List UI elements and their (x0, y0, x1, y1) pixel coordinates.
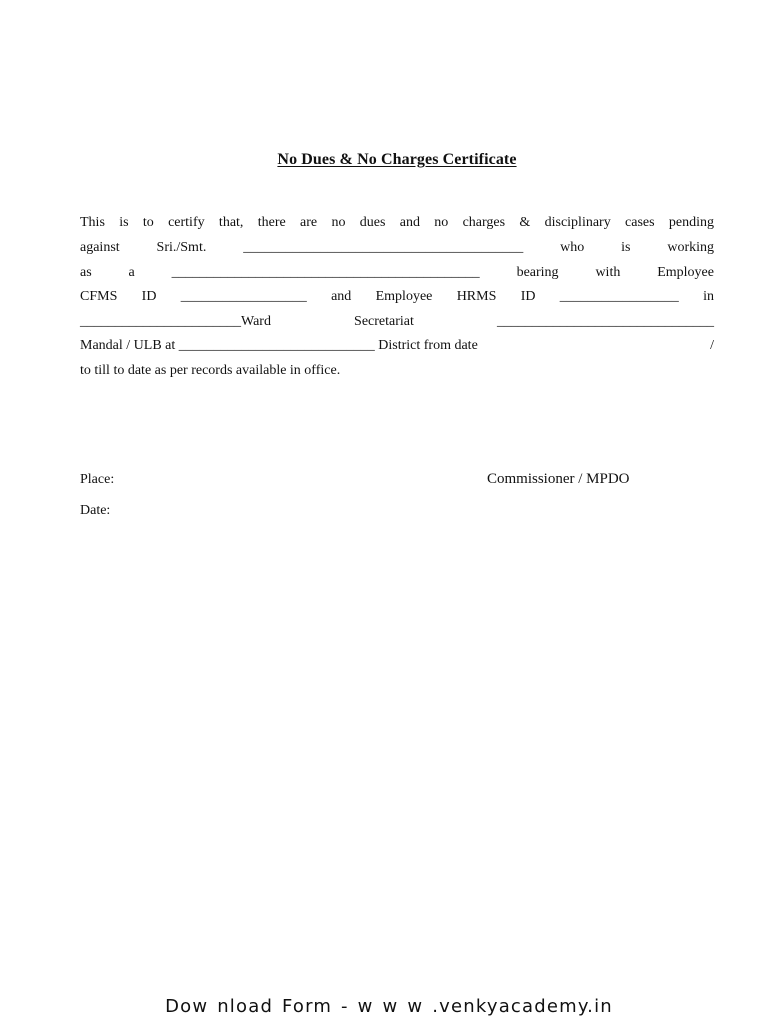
download-footer: Dow nload Form - w w w .venkyacademy.in (165, 996, 613, 1017)
body-line-3: as a ____________________________________________ bearing with Employee (80, 265, 714, 280)
signatory-title: Commissioner / MPDO (487, 471, 630, 487)
body-line-4: CFMS ID __________________ and Employee HRMS ID _________________ in (80, 289, 714, 304)
body-line-5: _______________________Ward Secretariat _______________________________ (80, 314, 714, 329)
certificate-title: No Dues & No Charges Certificate (277, 151, 517, 168)
place-label: Place: (80, 472, 115, 487)
date-label: Date: (80, 503, 111, 518)
body-line-7: to till to date as per records available in office. (80, 363, 341, 378)
body-line-6-text: Mandal / ULB at ____________________________ District from date (80, 338, 478, 353)
date-separator-slash: / (710, 338, 714, 353)
body-line-2: against Sri./Smt. ________________________________________ who is working (80, 240, 714, 255)
body-line-1: This is to certify that, there are no dues and no charges & disciplinary cases pending (80, 215, 714, 230)
